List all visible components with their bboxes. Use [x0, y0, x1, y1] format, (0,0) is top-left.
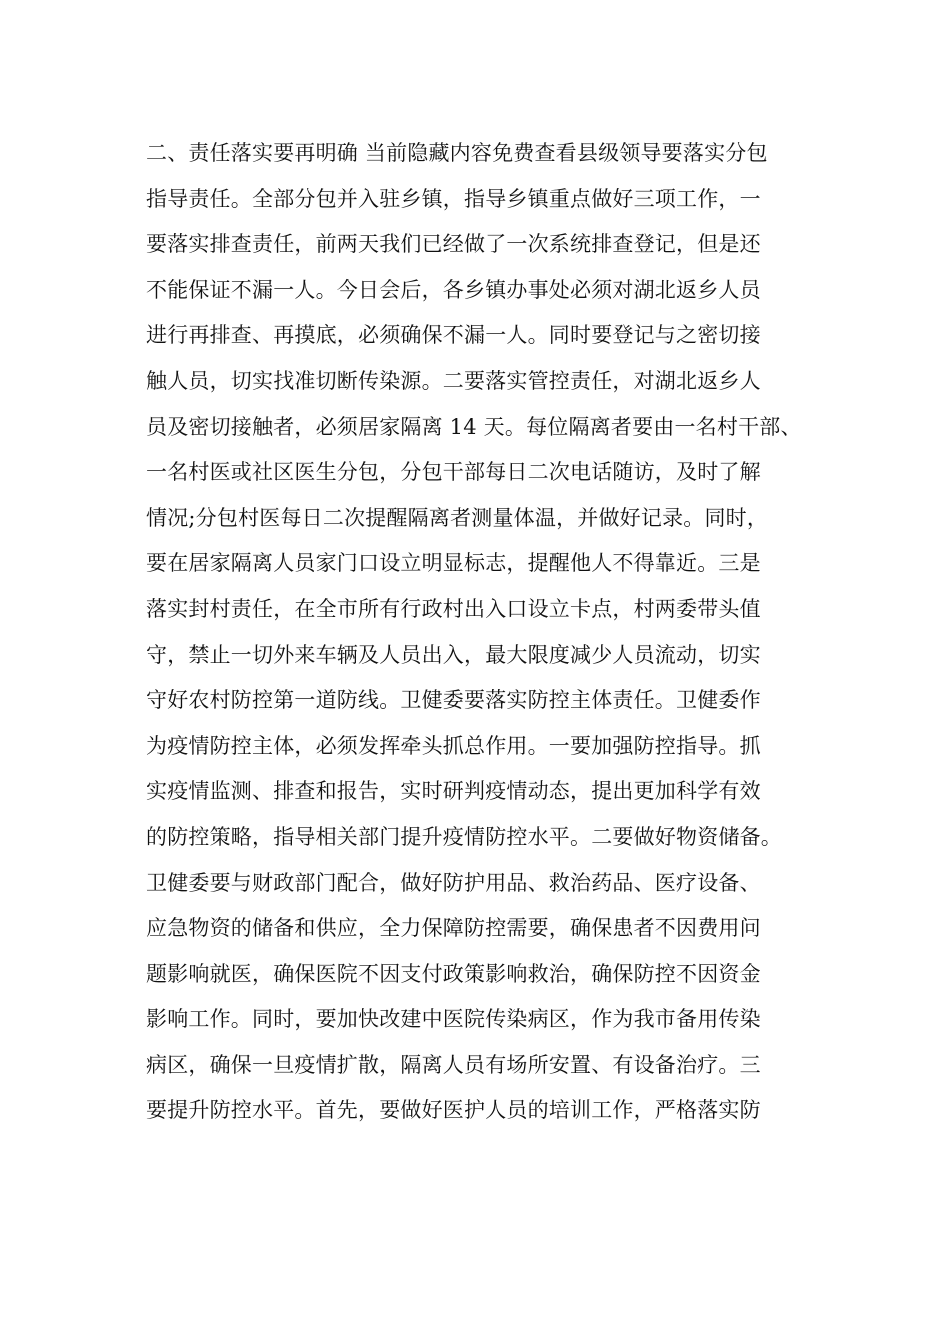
text-line: 影响工作。同时，要加快改建中医院传染病区，作为我市备用传染: [146, 1007, 761, 1032]
text-line: 情况;分包村医每日二次提醒隔离者测量体温，并做好记录。同时，: [146, 505, 769, 530]
text-line: 一名村医或社区医生分包，分包干部每日二次电话随访，及时了解: [146, 460, 761, 485]
text-line: 进行再排查、再摸底，必须确保不漏一人。同时要登记与之密切接: [146, 323, 761, 348]
text-line: 要提升防控水平。首先，要做好医护人员的培训工作，严格落实防: [146, 1098, 761, 1123]
text-line: 守好农村防控第一道防线。卫健委要落实防控主体责任。卫健委作: [146, 688, 761, 713]
body-paragraph: [146, 131, 836, 1134]
text-line: 的防控策略，指导相关部门提升疫情防控水平。二要做好物资储备。: [146, 824, 782, 849]
text-line: 落实封村责任，在全市所有行政村出入口设立卡点，村两委带头值: [146, 596, 761, 621]
text-line: 为疫情防控主体，必须发挥牵头抓总作用。一要加强防控指导。抓: [146, 733, 761, 758]
text-line: 员及密切接触者，必须居家隔离 14 天。每位隔离者要由一名村干部、: [146, 414, 802, 439]
text-line: 题影响就医，确保医院不因支付政策影响救治，确保防控不因资金: [146, 961, 761, 986]
text-line: 卫健委要与财政部门配合，做好防护用品、救治药品、医疗设备、: [146, 870, 761, 895]
text-line: 触人员，切实找准切断传染源。二要落实管控责任，对湖北返乡人: [146, 368, 761, 393]
text-line: 要落实排查责任，前两天我们已经做了一次系统排查登记，但是还: [146, 232, 761, 257]
text-line: 要在居家隔离人员家门口设立明显标志，提醒他人不得靠近。三是: [146, 551, 761, 576]
text-line: 指导责任。全部分包并入驻乡镇，指导乡镇重点做好三项工作，一: [146, 186, 761, 211]
text-line: 二、责任落实要再明确 当前隐藏内容免费查看县级领导要落实分包: [146, 141, 768, 165]
text-line: 应急物资的储备和供应，全力保障防控需要，确保患者不因费用问: [146, 916, 761, 941]
text-line: 病区，确保一旦疫情扩散，隔离人员有场所安置、有设备治疗。三: [146, 1052, 761, 1077]
text-line: 守，禁止一切外来车辆及人员出入，最大限度减少人员流动，切实: [146, 642, 761, 667]
text-line: 实疫情监测、排查和报告，实时研判疫情动态，提出更加科学有效: [146, 779, 761, 804]
text-line: 不能保证不漏一人。今日会后，各乡镇办事处必须对湖北返乡人员: [146, 277, 761, 302]
